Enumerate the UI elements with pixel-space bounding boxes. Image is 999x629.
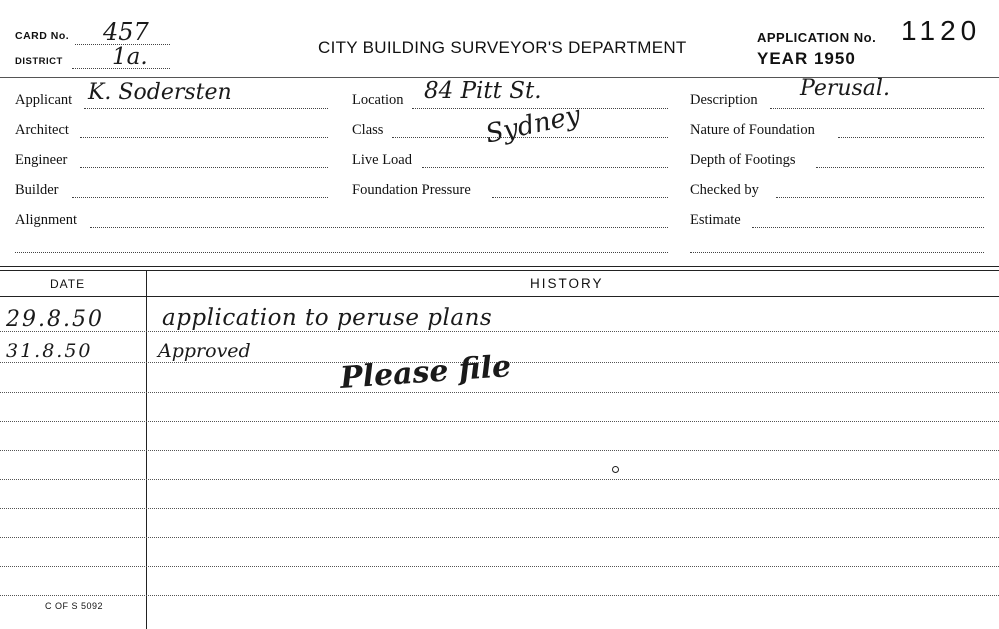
depth-of-footings-line bbox=[816, 167, 984, 168]
builder-label: Builder bbox=[15, 182, 59, 198]
history-row-line bbox=[0, 421, 999, 422]
applicant-line bbox=[84, 108, 328, 109]
ink-speck bbox=[612, 466, 619, 473]
history-header-rule bbox=[0, 296, 999, 297]
history-entry-date: 29.8.50 bbox=[6, 307, 104, 332]
history-row-line bbox=[0, 508, 999, 509]
description-value: Perusal. bbox=[800, 76, 890, 101]
card-no-value: 457 bbox=[103, 18, 149, 46]
foundation-pressure-line bbox=[492, 197, 668, 198]
live-load-line bbox=[422, 167, 668, 168]
district-value: 1a. bbox=[112, 44, 148, 70]
history-entry-date: 31.8.50 bbox=[6, 340, 93, 362]
alignment-line bbox=[90, 227, 668, 228]
checked-by-line bbox=[776, 197, 984, 198]
card-no-label: CARD No. bbox=[15, 30, 70, 42]
history-entry-text: Approved bbox=[158, 340, 251, 362]
history-note: Please file bbox=[338, 349, 513, 396]
nature-of-foundation-label: Nature of Foundation bbox=[690, 122, 815, 138]
location-label: Location bbox=[352, 92, 404, 108]
architect-label: Architect bbox=[15, 122, 69, 138]
class-label: Class bbox=[352, 122, 384, 138]
history-row-line bbox=[0, 392, 999, 393]
date-column-header: DATE bbox=[50, 277, 86, 291]
architect-line bbox=[80, 137, 328, 138]
live-load-label: Live Load bbox=[352, 152, 412, 168]
depth-of-footings-label: Depth of Footings bbox=[690, 152, 796, 168]
foundation-pressure-label: Foundation Pressure bbox=[352, 182, 471, 198]
history-row-line bbox=[0, 331, 999, 332]
history-row-line bbox=[0, 566, 999, 567]
description-line bbox=[770, 108, 984, 109]
checked-by-label: Checked by bbox=[690, 182, 759, 198]
extra-line bbox=[15, 252, 668, 253]
history-top-rule-2 bbox=[0, 270, 999, 271]
engineer-line bbox=[80, 167, 328, 168]
history-row-line bbox=[0, 537, 999, 538]
history-row-line bbox=[0, 479, 999, 480]
estimate-line bbox=[752, 227, 984, 228]
history-column-header: HISTORY bbox=[530, 276, 604, 291]
history-entry-text: application to peruse plans bbox=[162, 305, 493, 331]
application-no-value: 1120 bbox=[901, 15, 982, 46]
district-label: DISTRICT bbox=[15, 56, 63, 67]
department-title: CITY BUILDING SURVEYOR'S DEPARTMENT bbox=[318, 38, 687, 57]
year-label: YEAR 1950 bbox=[757, 49, 856, 68]
applicant-value: K. Sodersten bbox=[88, 80, 232, 105]
estimate-extra-line bbox=[690, 252, 984, 253]
history-row-line bbox=[0, 595, 999, 596]
applicant-label: Applicant bbox=[15, 92, 73, 108]
class-value: Sydney bbox=[482, 100, 584, 150]
history-row-line bbox=[0, 450, 999, 451]
application-no-label: APPLICATION No. bbox=[757, 30, 877, 45]
alignment-label: Alignment bbox=[15, 212, 78, 228]
description-label: Description bbox=[690, 92, 758, 108]
form-code: C OF S 5092 bbox=[45, 601, 104, 611]
builder-line bbox=[72, 197, 328, 198]
estimate-label: Estimate bbox=[690, 212, 741, 228]
engineer-label: Engineer bbox=[15, 152, 68, 168]
nature-of-foundation-line bbox=[838, 137, 984, 138]
location-value: 84 Pitt St. bbox=[424, 78, 542, 104]
history-top-rule-1 bbox=[0, 266, 999, 267]
